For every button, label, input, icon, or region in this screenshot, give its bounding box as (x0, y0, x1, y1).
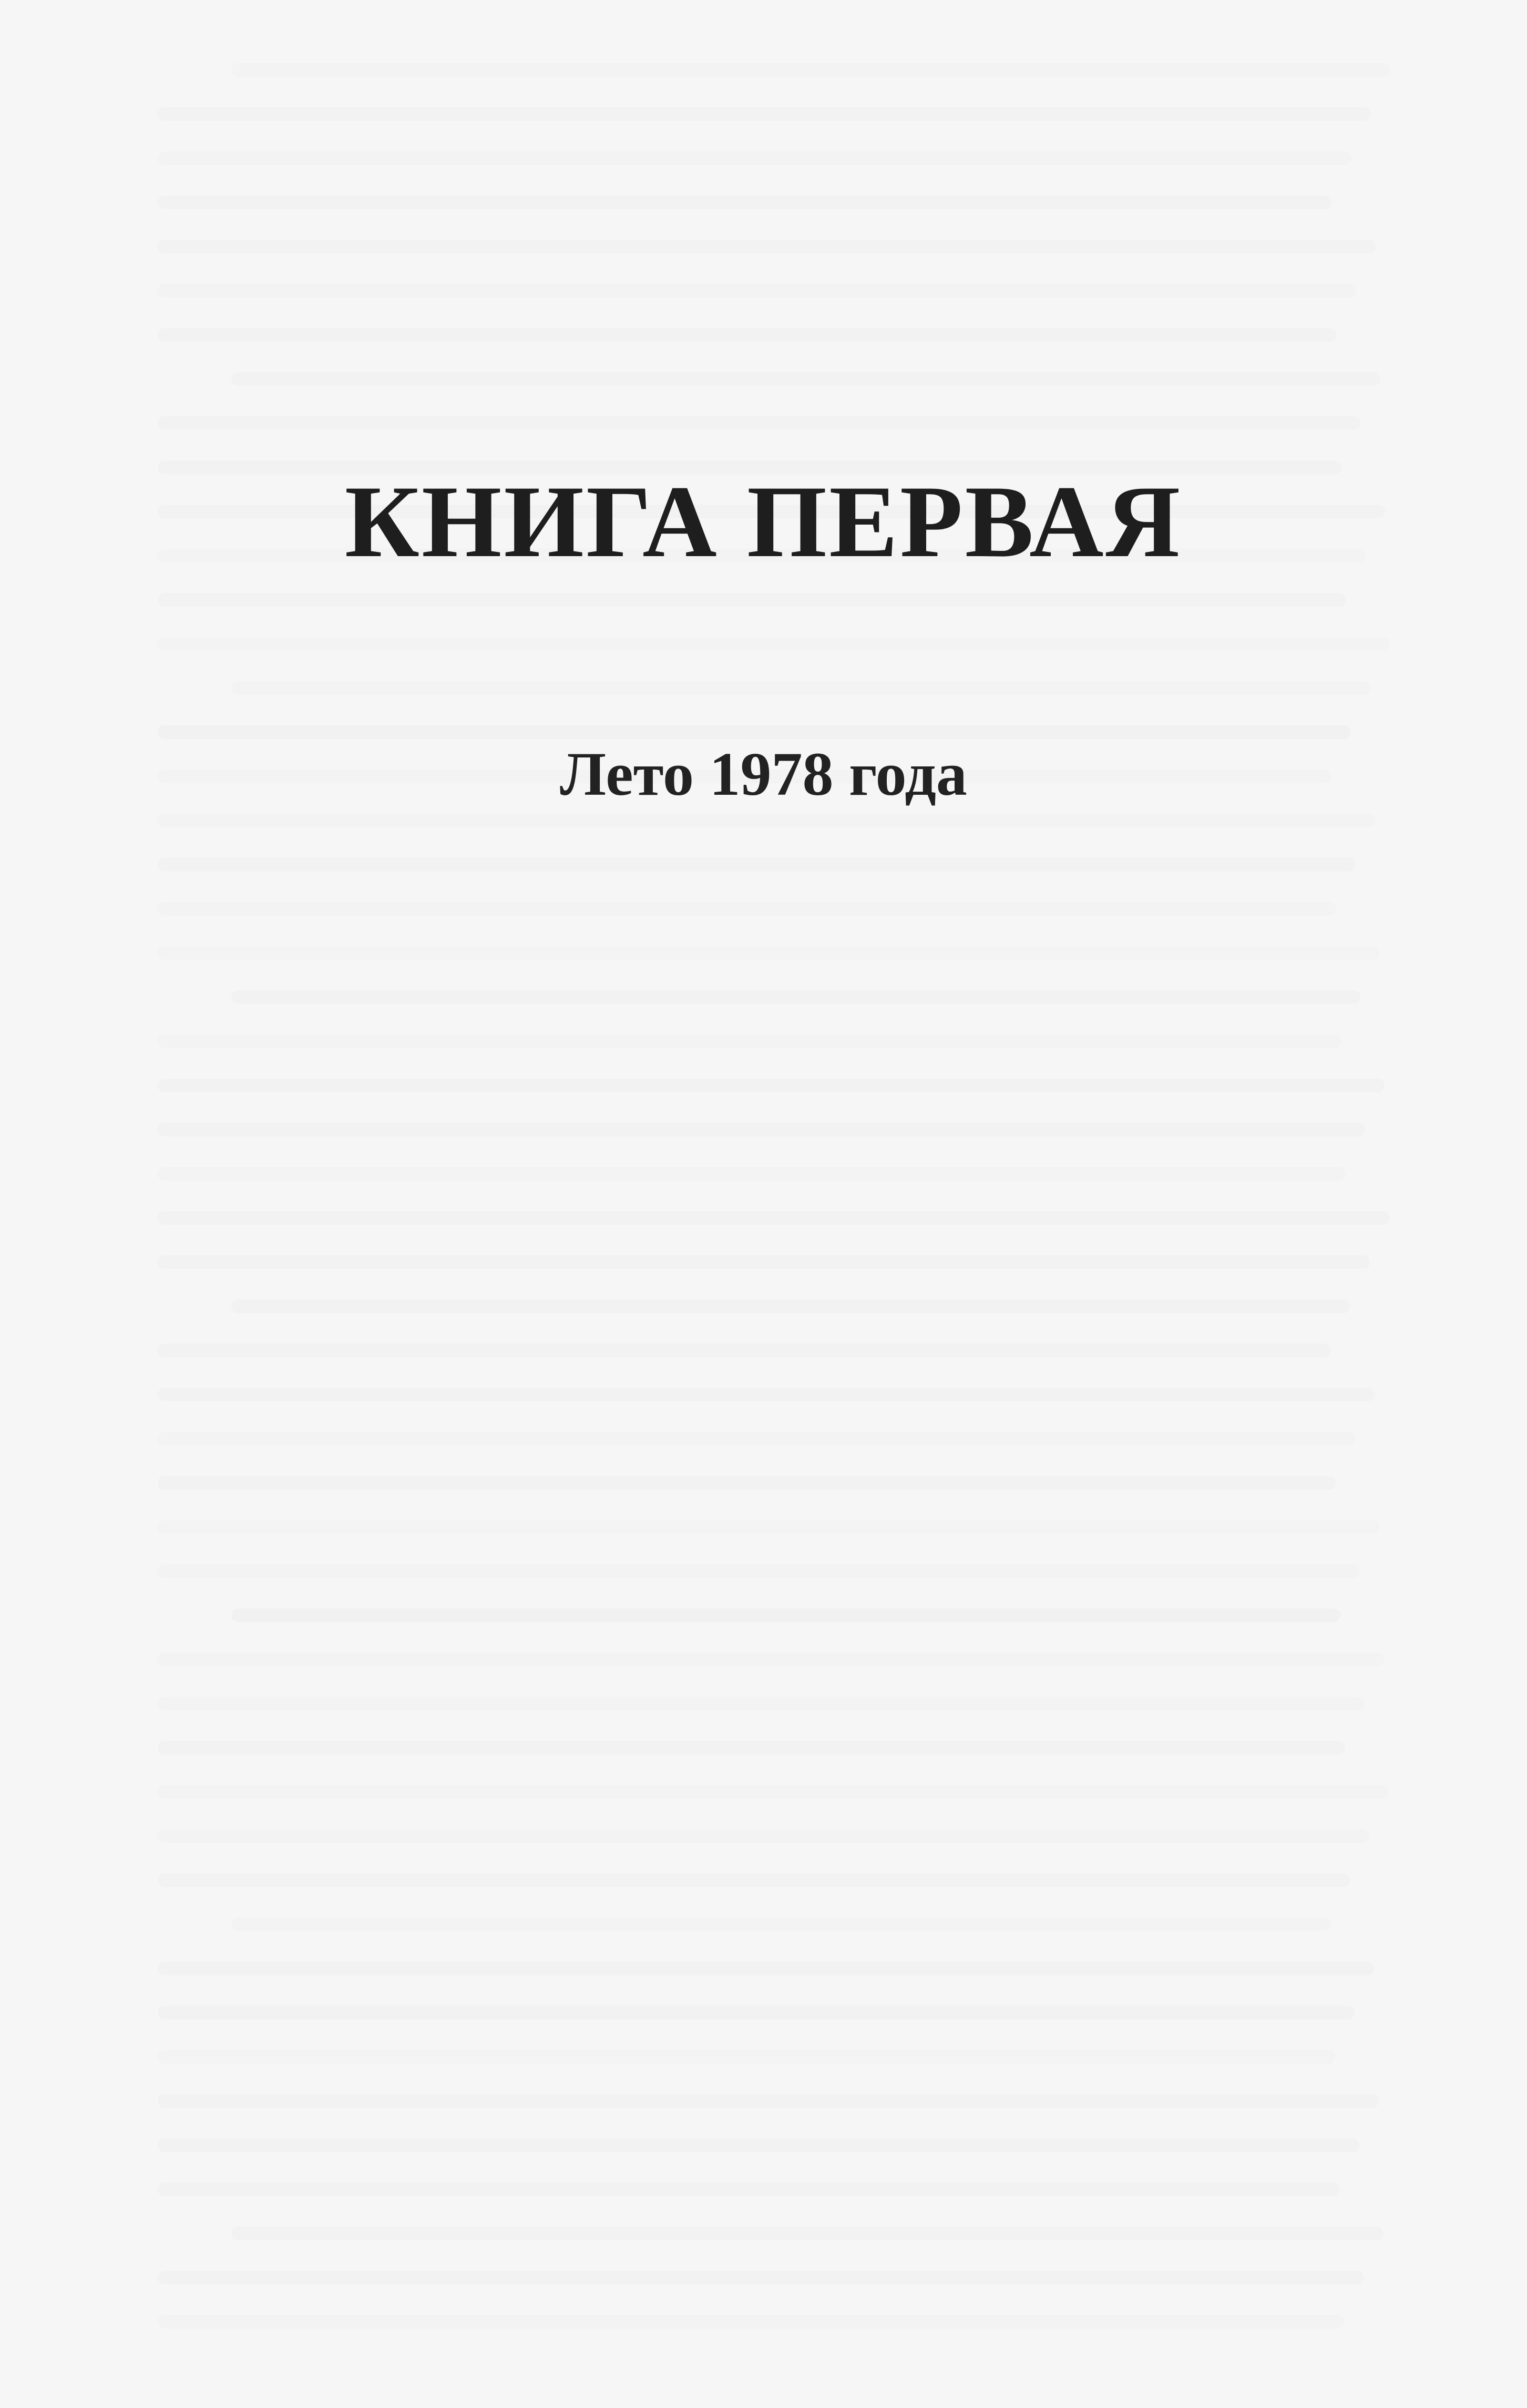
bleed-line (158, 1079, 1385, 1092)
bleed-line (158, 2050, 1335, 2064)
bleed-line (158, 1123, 1365, 1136)
bleed-line (158, 1211, 1389, 1225)
bleed-line (231, 1608, 1340, 1622)
bleed-line (158, 2182, 1340, 2196)
bleed-line (158, 107, 1371, 121)
bleed-line (231, 2227, 1383, 2240)
bleed-line (231, 1299, 1350, 1313)
bleed-line (158, 1476, 1336, 1490)
bleed-line (158, 1034, 1341, 1048)
bleed-line (158, 151, 1351, 165)
bleed-line (158, 2315, 1345, 2329)
bleed-line (231, 1918, 1330, 1931)
bleed-line (231, 63, 1390, 77)
bleed-line (158, 2271, 1364, 2284)
section-title: Лето 1978 года (560, 740, 967, 808)
bleed-line (158, 1520, 1379, 1534)
bleed-line (158, 1873, 1350, 1887)
bleed-line (158, 1829, 1369, 1843)
bleed-line (158, 1653, 1384, 1666)
bleed-line (158, 1255, 1370, 1269)
book-title: КНИГА ПЕРВАЯ (344, 465, 1183, 579)
bleed-line (158, 1962, 1374, 1975)
bleed-line (158, 1564, 1360, 1578)
bleed-line (158, 902, 1336, 916)
bleed-line (158, 328, 1337, 342)
bleed-line (158, 1785, 1389, 1799)
bleed-line (158, 2138, 1359, 2152)
bleed-line (158, 1741, 1345, 1755)
bleed-line (158, 2006, 1355, 2020)
bleed-line (231, 681, 1370, 695)
bleed-line (158, 1344, 1331, 1357)
bleed-line (158, 814, 1375, 827)
bleed-line (158, 1432, 1355, 1446)
bleed-line (158, 240, 1376, 253)
bleed-line (158, 1167, 1346, 1181)
bleed-line (231, 990, 1360, 1004)
bleed-line (158, 593, 1346, 607)
bleed-line (158, 1388, 1375, 1401)
bleed-line (158, 284, 1356, 298)
bleed-line (158, 637, 1390, 651)
bleed-line (158, 858, 1356, 872)
bleed-line (158, 2094, 1379, 2108)
bleed-line (158, 946, 1380, 960)
bleed-line (158, 416, 1361, 430)
bleed-line (158, 1697, 1365, 1710)
bleed-line (158, 725, 1351, 739)
bleed-line (231, 372, 1380, 386)
bleed-line (158, 196, 1332, 209)
